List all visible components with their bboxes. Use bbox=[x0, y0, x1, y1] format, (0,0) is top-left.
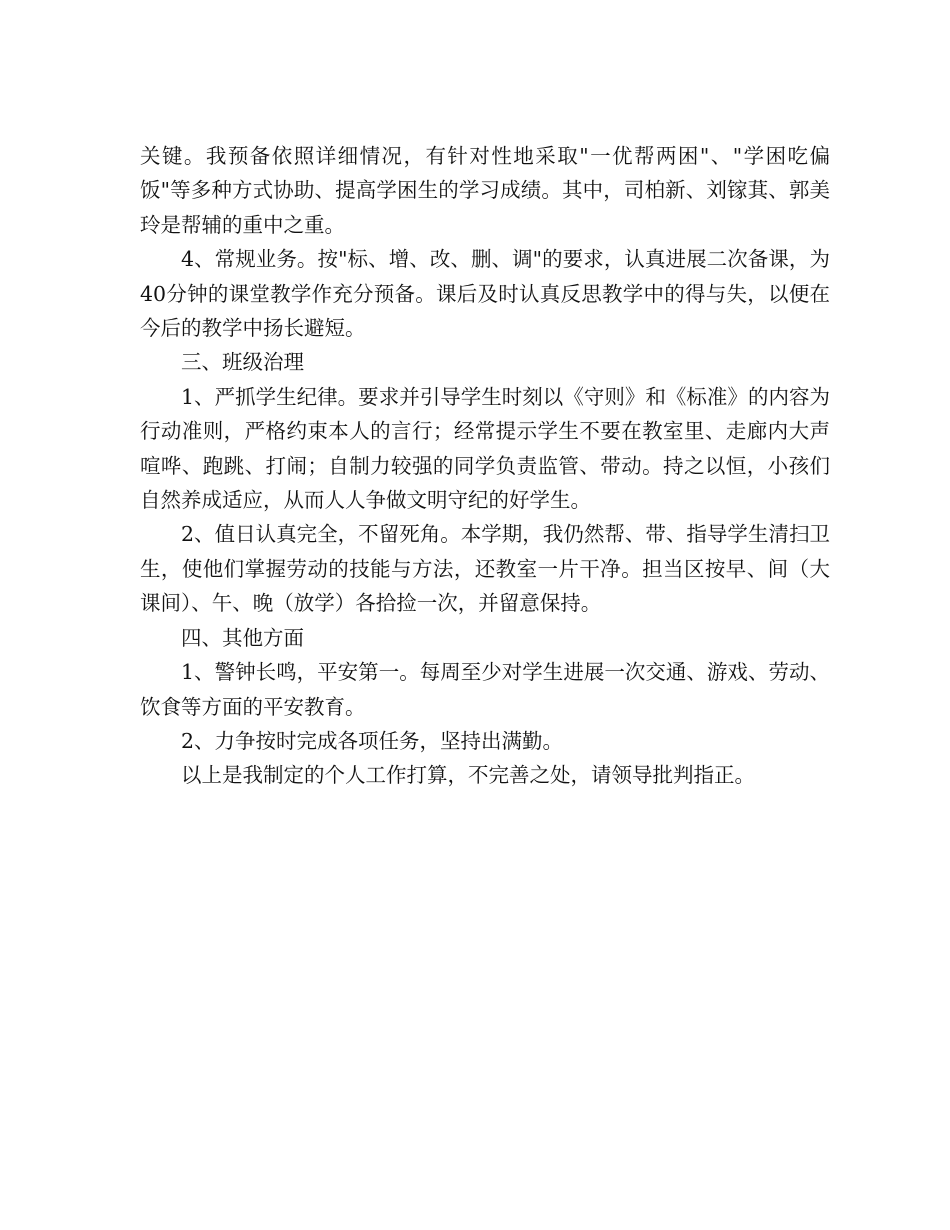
paragraph-safety: 1、警钟长鸣，平安第一。每周至少对学生进展一次交通、游戏、劳动、饮食等方面的平安教育。 bbox=[140, 660, 830, 719]
document-body bbox=[140, 139, 830, 793]
paragraph-tasks: 2、力争按时完成各项任务，坚持出满勤。 bbox=[181, 728, 564, 753]
paragraph-duty: 2、值日认真完全，不留死角。本学期，我仍然帮、带、指导学生清扫卫生，使他们掌握劳动的技能与方法，还教室一片干净。担当区按早、间（大课间）、午、晚（放学）各拾捡一次，并留意保持。 bbox=[140, 522, 830, 616]
paragraph-continuation: 关键。我预备依照详细情况，有针对性地采取"一优帮两困"、"学困吃偏饭"等多种方式协助、提高学困生的学习成绩。其中，司柏新、刘镓萁、郭美玲是帮辅的重中之重。 bbox=[140, 144, 830, 237]
paragraph-discipline: 1、严抓学生纪律。要求并引导学生时刻以《守则》和《标准》的内容为行动准则，严格约束本人的言行；经常提示学生不要在教室里、走廊内大声喧哗、跑跳、打闹；自制力较强的同学负责监管、带动。持之以恒，小孩们自然养成适应，从而人人争做文明守纪的好学生。 bbox=[140, 384, 830, 513]
paragraph-closing: 以上是我制定的个人工作打算，不完善之处，请领导批判指正。 bbox=[181, 763, 755, 788]
paragraph-routine-work: 4、常规业务。按"标、增、改、删、调"的要求，认真进展二次备课，为40分钟的课堂教学作充分预备。课后及时认真反思教学中的得与失，以便在今后的教学中扬长避短。 bbox=[140, 247, 830, 341]
section-heading-class-management: 三、班级治理 bbox=[181, 350, 304, 375]
section-heading-other: 四、其他方面 bbox=[181, 625, 304, 650]
